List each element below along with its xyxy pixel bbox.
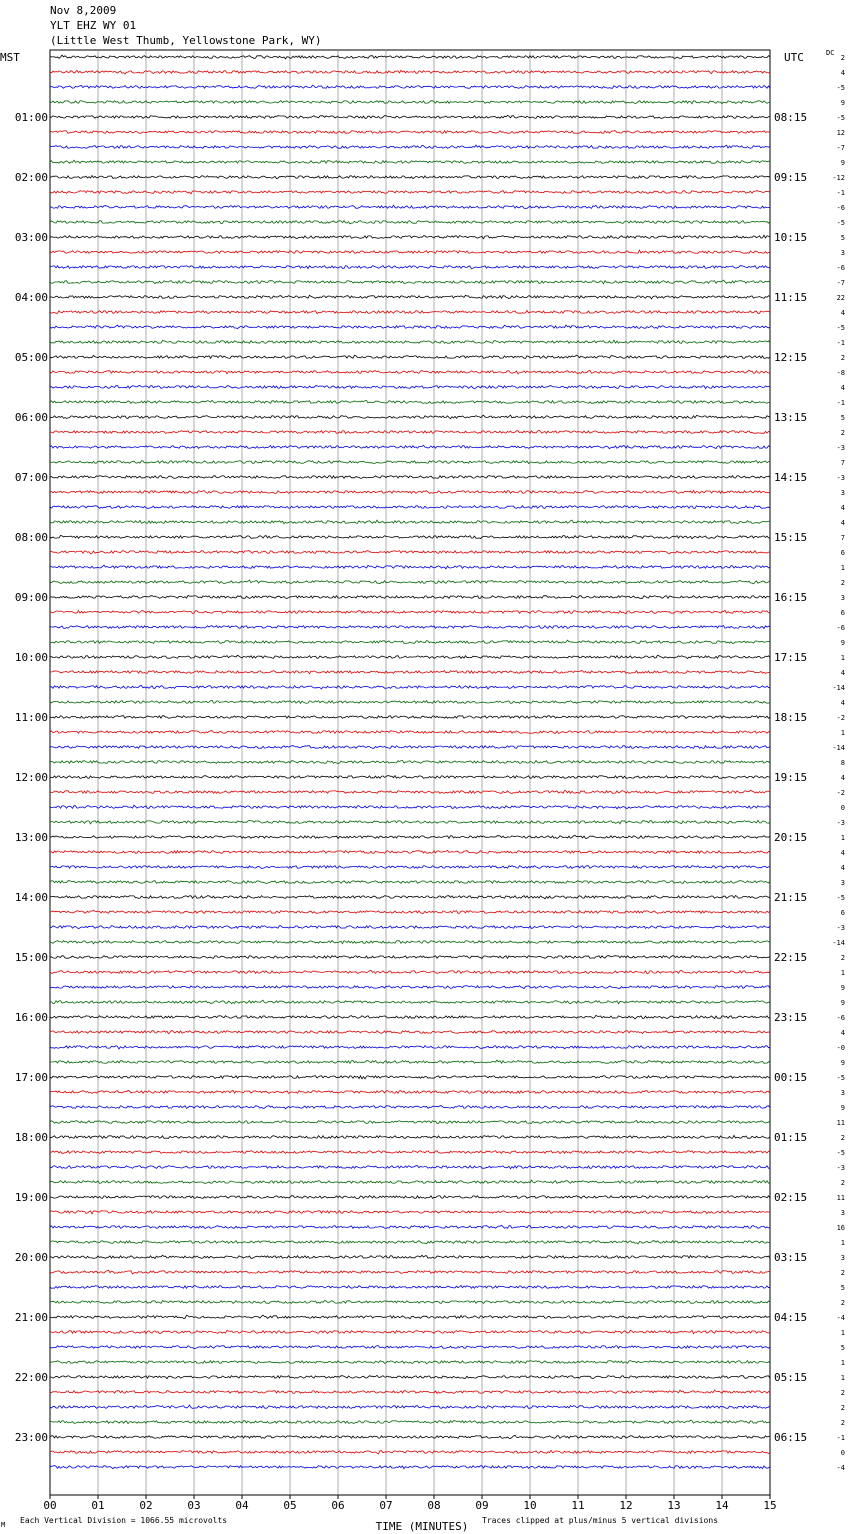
dc-offset-label: -0 xyxy=(836,1044,845,1052)
dc-offset-label: -2 xyxy=(836,714,845,722)
x-tick-label: 06 xyxy=(331,1499,345,1512)
seismic-trace xyxy=(50,551,770,554)
seismic-trace xyxy=(50,866,770,869)
seismic-trace xyxy=(50,986,770,989)
mst-hour-label: 10:00 xyxy=(14,651,48,664)
seismic-trace xyxy=(50,1030,770,1033)
utc-hour-label: 02:15 xyxy=(774,1191,808,1204)
vertical-division-note: Each Vertical Division = 1066.55 microvolts xyxy=(20,1516,228,1525)
seismic-trace xyxy=(50,1151,770,1154)
dc-offset-label: 5 xyxy=(840,1344,845,1352)
clipping-note: Traces clipped at plus/minus 5 vertical divisions xyxy=(482,1516,719,1525)
dc-offset-label: -3 xyxy=(836,819,845,827)
x-tick-label: 13 xyxy=(667,1499,681,1512)
dc-offset-label: 3 xyxy=(840,489,845,497)
seismic-trace xyxy=(50,1405,770,1408)
seismic-trace xyxy=(50,131,770,134)
x-tick-label: 12 xyxy=(619,1499,633,1512)
dc-offset-label: 11 xyxy=(836,1194,845,1202)
seismic-trace xyxy=(50,731,770,734)
seismic-trace xyxy=(50,610,770,613)
utc-hour-label: 18:15 xyxy=(774,711,808,724)
seismic-trace xyxy=(50,1361,770,1364)
utc-hour-label: 11:15 xyxy=(774,291,808,304)
seismic-trace xyxy=(50,626,770,629)
seismic-trace xyxy=(50,101,770,104)
seismic-trace xyxy=(50,235,770,239)
dc-offset-label: -1 xyxy=(836,189,845,197)
utc-hour-label: 16:15 xyxy=(774,591,808,604)
seismic-trace xyxy=(50,1076,770,1079)
seismic-trace xyxy=(50,850,770,853)
dc-offset-label: 3 xyxy=(840,594,845,602)
dc-offset-label: -3 xyxy=(836,444,845,452)
seismic-trace xyxy=(50,506,770,509)
seismic-trace xyxy=(50,1270,770,1274)
dc-offset-label: 2 xyxy=(840,1419,845,1427)
mst-hour-label: 03:00 xyxy=(14,231,48,244)
mst-hour-label: 21:00 xyxy=(14,1311,48,1324)
seismic-trace xyxy=(50,820,770,824)
seismic-trace xyxy=(50,160,770,163)
seismic-trace xyxy=(50,145,770,148)
seismic-trace xyxy=(50,776,770,779)
seismic-trace xyxy=(50,686,770,689)
mst-hour-label: 01:00 xyxy=(14,111,48,124)
seismic-trace xyxy=(50,445,770,448)
mst-hour-label: 23:00 xyxy=(14,1431,48,1444)
mst-hour-label: 18:00 xyxy=(14,1131,48,1144)
dc-offset-label: 1 xyxy=(840,729,845,737)
seismic-trace xyxy=(50,1106,770,1109)
seismic-trace xyxy=(50,115,770,118)
dc-offset-label: 1 xyxy=(840,834,845,842)
seismic-trace xyxy=(50,1135,770,1138)
utc-hour-label: 17:15 xyxy=(774,651,808,664)
seismic-trace xyxy=(50,280,770,284)
seismic-trace xyxy=(50,221,770,224)
dc-offset-label: 0 xyxy=(840,1449,845,1457)
seismic-trace xyxy=(50,1015,770,1019)
seismic-trace xyxy=(50,536,770,539)
dc-offset-label: -12 xyxy=(832,174,845,182)
dc-offset-label: 12 xyxy=(836,129,845,137)
utc-hour-label: 05:15 xyxy=(774,1371,808,1384)
seismic-trace xyxy=(50,940,770,944)
seismic-trace xyxy=(50,835,770,838)
mst-hour-label: 12:00 xyxy=(14,771,48,784)
seismic-trace xyxy=(50,910,770,913)
dc-offset-label: 2 xyxy=(840,579,845,587)
utc-hour-label: 08:15 xyxy=(774,111,808,124)
x-tick-label: 05 xyxy=(283,1499,297,1512)
seismic-trace xyxy=(50,1180,770,1183)
seismic-trace xyxy=(50,295,770,299)
seismic-trace xyxy=(50,340,770,343)
dc-offset-label: 5 xyxy=(840,1284,845,1292)
x-tick-label: 09 xyxy=(475,1499,489,1512)
dc-offset-label: -6 xyxy=(836,624,845,632)
dc-offset-label: -4 xyxy=(836,1464,845,1472)
seismic-trace xyxy=(50,746,770,749)
x-tick-label: 02 xyxy=(139,1499,153,1512)
utc-hour-label: 21:15 xyxy=(774,891,808,904)
dc-offset-label: -3 xyxy=(836,474,845,482)
seismic-trace xyxy=(50,386,770,389)
seismic-trace xyxy=(50,700,770,703)
mst-hour-label: 19:00 xyxy=(14,1191,48,1204)
seismic-trace xyxy=(50,176,770,179)
mst-hour-label: 08:00 xyxy=(14,531,48,544)
seismic-trace xyxy=(50,370,770,374)
dc-offset-label: 7 xyxy=(840,534,845,542)
dc-offset-label: 4 xyxy=(840,669,845,677)
seismic-trace xyxy=(50,476,770,479)
seismic-trace xyxy=(50,1000,770,1004)
dc-offset-label: 3 xyxy=(840,1089,845,1097)
seismic-trace xyxy=(50,1225,770,1228)
seismic-trace xyxy=(50,1301,770,1304)
seismic-trace xyxy=(50,400,770,403)
seismic-trace xyxy=(50,325,770,328)
dc-offset-label: 0 xyxy=(840,804,845,812)
utc-hour-label: 14:15 xyxy=(774,471,808,484)
seismic-trace xyxy=(50,191,770,194)
utc-hour-label: 20:15 xyxy=(774,831,808,844)
dc-offset-label: -5 xyxy=(836,114,845,122)
dc-offset-label: 2 xyxy=(840,1134,845,1142)
mst-hour-label: 06:00 xyxy=(14,411,48,424)
dc-offset-label: 2 xyxy=(840,1179,845,1187)
dc-offset-label: 4 xyxy=(840,699,845,707)
utc-hour-label: 09:15 xyxy=(774,171,808,184)
dc-offset-label: -1 xyxy=(836,399,845,407)
seismic-trace xyxy=(50,1330,770,1334)
dc-offset-label: 22 xyxy=(836,294,845,302)
dc-offset-label: -1 xyxy=(836,339,845,347)
seismic-trace xyxy=(50,85,770,88)
dc-offset-label: 1 xyxy=(840,654,845,662)
seismic-trace xyxy=(50,70,770,74)
dc-offset-label: -14 xyxy=(832,744,845,752)
seismic-trace xyxy=(50,565,770,569)
dc-offset-label: 9 xyxy=(840,1104,845,1112)
utc-hour-label: 06:15 xyxy=(774,1431,808,1444)
seismic-trace xyxy=(50,896,770,899)
mst-hour-label: 15:00 xyxy=(14,951,48,964)
seismic-trace xyxy=(50,595,770,598)
dc-offset-label: -5 xyxy=(836,894,845,902)
seismic-trace xyxy=(50,640,770,643)
seismic-trace xyxy=(50,1090,770,1093)
seismic-trace xyxy=(50,1195,770,1198)
seismic-trace xyxy=(50,1420,770,1424)
seismic-trace xyxy=(50,1435,770,1438)
mst-hour-label: 09:00 xyxy=(14,591,48,604)
dc-offset-label: -5 xyxy=(836,324,845,332)
dc-offset-label: 4 xyxy=(840,519,845,527)
utc-hour-label: 04:15 xyxy=(774,1311,808,1324)
x-tick-label: 11 xyxy=(571,1499,585,1512)
dc-offset-label: 9 xyxy=(840,639,845,647)
dc-offset-label: 9 xyxy=(840,984,845,992)
seismic-trace xyxy=(50,881,770,884)
seismic-trace xyxy=(50,520,770,524)
mst-hour-label: 17:00 xyxy=(14,1071,48,1084)
seismic-trace xyxy=(50,1286,770,1289)
dc-offset-label: 1 xyxy=(840,1359,845,1367)
utc-hour-label: 01:15 xyxy=(774,1131,808,1144)
dc-offset-label: 5 xyxy=(840,234,845,242)
dc-offset-label: 6 xyxy=(840,609,845,617)
x-tick-label: 14 xyxy=(715,1499,729,1512)
seismic-trace xyxy=(50,1241,770,1244)
seismic-trace xyxy=(50,355,770,358)
station-location: (Little West Thumb, Yellowstone Park, WY) xyxy=(50,34,322,47)
dc-offset-label: -6 xyxy=(836,204,845,212)
seismic-trace xyxy=(50,956,770,959)
seismic-trace xyxy=(50,1255,770,1258)
x-tick-label: 00 xyxy=(43,1499,57,1512)
x-axis-title: TIME (MINUTES) xyxy=(375,1520,469,1533)
dc-offset-label: -5 xyxy=(836,84,845,92)
x-tick-label: 15 xyxy=(763,1499,777,1512)
dc-offset-label: 2 xyxy=(840,1404,845,1412)
utc-hour-label: 19:15 xyxy=(774,771,808,784)
dc-offset-label: 4 xyxy=(840,1029,845,1037)
seismic-trace xyxy=(50,1466,770,1469)
utc-hour-label: 23:15 xyxy=(774,1011,808,1024)
dc-offset-label: 3 xyxy=(840,1254,845,1262)
dc-offset-label: 3 xyxy=(840,249,845,257)
dc-offset-label: 4 xyxy=(840,384,845,392)
utc-hour-label: 12:15 xyxy=(774,351,808,364)
mst-hour-label: 04:00 xyxy=(14,291,48,304)
seismic-trace xyxy=(50,1060,770,1063)
dc-offset-label: 2 xyxy=(840,1389,845,1397)
utc-hour-label: 15:15 xyxy=(774,531,808,544)
seismic-trace xyxy=(50,790,770,793)
seismic-trace xyxy=(50,310,770,313)
dc-axis-title: DC xyxy=(826,49,835,57)
seismic-trace xyxy=(50,55,770,59)
x-tick-label: 07 xyxy=(379,1499,393,1512)
dc-offset-label: -7 xyxy=(836,279,845,287)
seismic-trace xyxy=(50,655,770,658)
seismic-trace xyxy=(50,415,770,419)
seismic-trace xyxy=(50,1375,770,1378)
dc-offset-label: 3 xyxy=(840,879,845,887)
dc-offset-label: -7 xyxy=(836,144,845,152)
dc-offset-label: 11 xyxy=(836,1119,845,1127)
seismic-trace xyxy=(50,266,770,269)
dc-offset-label: -4 xyxy=(836,1314,845,1322)
mst-hour-label: 22:00 xyxy=(14,1371,48,1384)
dc-offset-label: -5 xyxy=(836,1149,845,1157)
dc-offset-label: 2 xyxy=(840,54,845,62)
dc-offset-label: 9 xyxy=(840,159,845,167)
dc-offset-label: 1 xyxy=(840,564,845,572)
mst-hour-label: 20:00 xyxy=(14,1251,48,1264)
utc-hour-label: 13:15 xyxy=(774,411,808,424)
corner-mark: M xyxy=(1,1521,6,1529)
seismic-trace xyxy=(50,1315,770,1319)
dc-offset-label: 4 xyxy=(840,69,845,77)
mst-hour-label: 14:00 xyxy=(14,891,48,904)
dc-offset-label: 4 xyxy=(840,774,845,782)
seismic-trace xyxy=(50,490,770,493)
mst-hour-label: 02:00 xyxy=(14,171,48,184)
dc-offset-label: 9 xyxy=(840,99,845,107)
x-tick-label: 04 xyxy=(235,1499,249,1512)
dc-offset-label: -14 xyxy=(832,939,845,947)
dc-offset-label: 9 xyxy=(840,1059,845,1067)
seismic-trace xyxy=(50,1346,770,1349)
seismic-trace xyxy=(50,430,770,433)
dc-offset-label: 9 xyxy=(840,999,845,1007)
dc-offset-label: -1 xyxy=(836,1434,845,1442)
utc-hour-label: 03:15 xyxy=(774,1251,808,1264)
seismic-trace xyxy=(50,250,770,253)
dc-offset-label: -6 xyxy=(836,264,845,272)
mst-hour-label: 13:00 xyxy=(14,831,48,844)
dc-offset-label: 7 xyxy=(840,459,845,467)
x-tick-label: 03 xyxy=(187,1499,201,1512)
dc-offset-label: 1 xyxy=(840,1239,845,1247)
utc-hour-label: 22:15 xyxy=(774,951,808,964)
dc-offset-label: -3 xyxy=(836,924,845,932)
dc-offset-label: -6 xyxy=(836,1014,845,1022)
dc-offset-label: -3 xyxy=(836,1164,845,1172)
dc-offset-label: 2 xyxy=(840,954,845,962)
seismic-trace xyxy=(50,716,770,719)
dc-offset-label: 2 xyxy=(840,429,845,437)
dc-offset-label: 2 xyxy=(840,354,845,362)
mst-hour-label: 11:00 xyxy=(14,711,48,724)
seismic-trace xyxy=(50,970,770,974)
dc-offset-label: -2 xyxy=(836,789,845,797)
dc-offset-label: 6 xyxy=(840,909,845,917)
dc-offset-label: 1 xyxy=(840,969,845,977)
dc-offset-label: 4 xyxy=(840,309,845,317)
dc-offset-label: 2 xyxy=(840,1299,845,1307)
mst-hour-label: 16:00 xyxy=(14,1011,48,1024)
seismic-trace xyxy=(50,1120,770,1123)
seismic-trace xyxy=(50,926,770,929)
seismic-trace xyxy=(50,760,770,763)
seismic-trace xyxy=(50,671,770,674)
dc-offset-label: 16 xyxy=(836,1224,845,1232)
seismic-trace xyxy=(50,1450,770,1454)
dc-offset-label: 4 xyxy=(840,504,845,512)
dc-offset-label: -5 xyxy=(836,1074,845,1082)
x-tick-label: 08 xyxy=(427,1499,441,1512)
seismic-trace xyxy=(50,580,770,584)
seismic-trace xyxy=(50,1046,770,1049)
mst-axis-title: MST xyxy=(0,51,20,64)
mst-hour-label: 07:00 xyxy=(14,471,48,484)
utc-hour-label: 00:15 xyxy=(774,1071,808,1084)
dc-offset-label: -8 xyxy=(836,369,845,377)
dc-offset-label: 2 xyxy=(840,1269,845,1277)
utc-hour-label: 10:15 xyxy=(774,231,808,244)
mst-hour-label: 05:00 xyxy=(14,351,48,364)
seismic-trace xyxy=(50,1211,770,1214)
dc-offset-label: 6 xyxy=(840,549,845,557)
station-code: YLT EHZ WY 01 xyxy=(50,19,137,32)
dc-offset-label: -5 xyxy=(836,219,845,227)
x-tick-label: 01 xyxy=(91,1499,105,1512)
seismic-trace xyxy=(50,205,770,208)
seismic-trace xyxy=(50,461,770,464)
seismic-trace xyxy=(50,1166,770,1169)
record-date: Nov 8,2009 xyxy=(50,4,117,17)
dc-offset-label: 1 xyxy=(840,1329,845,1337)
utc-axis-title: UTC xyxy=(784,51,804,64)
dc-offset-label: 4 xyxy=(840,849,845,857)
dc-offset-label: 4 xyxy=(840,864,845,872)
dc-offset-label: 5 xyxy=(840,414,845,422)
dc-offset-label: 3 xyxy=(840,1209,845,1217)
dc-offset-label: 8 xyxy=(840,759,845,767)
dc-offset-label: 1 xyxy=(840,1374,845,1382)
seismic-trace xyxy=(50,1390,770,1393)
seismic-trace xyxy=(50,805,770,809)
x-tick-label: 10 xyxy=(523,1499,537,1512)
dc-offset-label: -14 xyxy=(832,684,845,692)
